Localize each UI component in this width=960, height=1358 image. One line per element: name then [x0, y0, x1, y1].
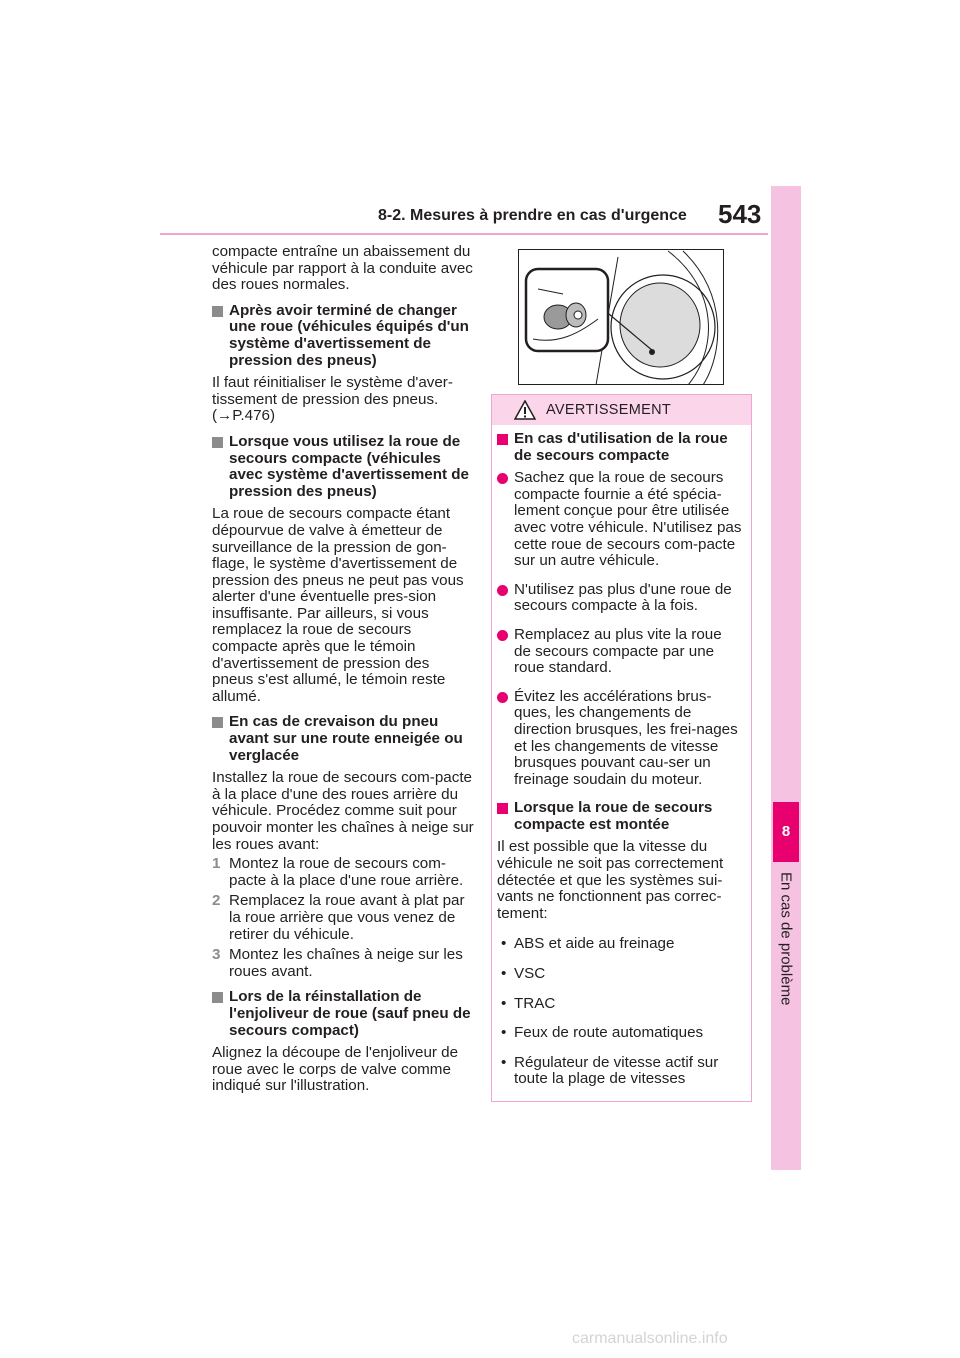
wheel-cover-valve-illustration: [518, 249, 724, 385]
step-item: 2 Remplacez la roue avant à plat par la roue arrière que vous venez de retirer du véhicule.: [212, 892, 465, 943]
square-bullet-icon: [212, 992, 223, 1003]
dot-bullet-icon: [497, 473, 508, 484]
warning-triangle-icon: [514, 400, 536, 420]
chapter-number: 8: [773, 802, 799, 862]
section-heading: En cas de crevaison du pneu avant sur une route enneigée ou verglacée: [212, 714, 474, 764]
page-number: 543: [718, 199, 762, 229]
section-text: La roue de secours compacte étant dépourvue de valve à émetteur de surveillance de la pression de gon-flage, le système d'avertissement de pression des pneus ne peut pas vous alerter d'une éventuelle pres-sion insuffisante. Par ailleurs, si vous remplacez la roue de secours compacte après que le témoin d'avertissement de pression des pneus s'est allumé, le témoin reste allumé.: [212, 505, 464, 705]
warning-list-item: • VSC: [501, 965, 546, 983]
square-bullet-icon: [212, 717, 223, 728]
warning-header: [492, 395, 751, 425]
warning-section-heading: Lorsque la roue de secours compacte est montée: [497, 800, 742, 833]
warning-bullet: Remplacez au plus vite la roue de secours compacte par une roue standard.: [497, 627, 742, 677]
header-rule: [160, 233, 768, 235]
square-bullet-icon: [497, 803, 508, 814]
warning-body: [497, 431, 742, 1101]
step-item: 1 Montez la roue de secours com-pacte à la place d'une roue arrière.: [212, 855, 464, 889]
section-heading: Lors de la réinstallation de l'enjoliveur de roue (sauf pneu de secours compact): [212, 989, 474, 1039]
square-bullet-icon: [497, 434, 508, 445]
warning-box: [491, 394, 752, 1102]
dot-bullet-icon: [497, 630, 508, 641]
intro-text: compacte entraîne un abaissement du véhicule par rapport à la conduite avec des roues normales.: [212, 243, 473, 294]
section-text: Il faut réinitialiser le système d'aver-tissement de pression des pneus. (→P.476): [212, 374, 453, 425]
left-column: [212, 244, 474, 1104]
dot-bullet-icon: [497, 692, 508, 703]
warning-list-item: • Feux de route automatiques: [501, 1024, 704, 1042]
square-bullet-icon: [212, 306, 223, 317]
page-reference-link[interactable]: (→P.476): [212, 407, 276, 425]
step-item: 3 Montez les chaînes à neige sur les roues avant.: [212, 946, 463, 980]
warning-list-item: • ABS et aide au freinage: [501, 935, 675, 953]
section-text: Installez la roue de secours com-pacte à la place d'une des roues arrière du véhicule. Procédez comme suit pour pouvoir monter les chaînes à neige sur les roues avant:: [212, 769, 474, 853]
watermark: carmanualsonline.info: [572, 1330, 728, 1347]
section-title: 8-2. Mesures à prendre en cas d'urgence: [378, 207, 687, 224]
section-text: Alignez la découpe de l'enjoliveur de roue avec le corps de valve comme indiqué sur l'illustration.: [212, 1044, 459, 1095]
warning-bullet: Évitez les accélérations brus-ques, les changements de direction brusques, les frei-nages et les changements de vitesse brusques pouvant cau-ser un freinage soudain du moteur.: [497, 689, 742, 789]
warning-text: Il est possible que la vitesse du véhicule ne soit pas correctement détectée et que les systèmes sui-vants ne fonctionnent pas correc-tement:: [497, 838, 724, 922]
section-heading: Lorsque vous utilisez la roue de secours compacte (véhicules avec système d'avertissement de pression des pneus): [212, 434, 474, 500]
warning-list-item: • Régulateur de vitesse actif sur toute la plage de vitesses: [501, 1053, 719, 1088]
warning-title: AVERTISSEMENT: [546, 402, 672, 418]
dot-bullet-icon: [497, 585, 508, 596]
section-heading: Après avoir terminé de changer une roue (véhicules équipés d'un système d'avertissement de pression des pneus): [212, 303, 474, 369]
chapter-label: En cas de problème: [777, 872, 795, 1006]
chapter-label-wrap: [772, 872, 800, 1052]
warning-section-heading: En cas d'utilisation de la roue de secours compacte: [497, 431, 742, 464]
warning-bullet: Sachez que la roue de secours compacte fournie a été spécia-lement conçue pour être utilisée avec votre véhicule. N'utilisez pas cette roue de secours com-pacte sur un autre véhicule.: [497, 470, 742, 570]
square-bullet-icon: [212, 437, 223, 448]
warning-list-item: • TRAC: [501, 994, 556, 1012]
warning-bullet: N'utilisez pas plus d'une roue de secours compacte à la fois.: [497, 582, 742, 615]
